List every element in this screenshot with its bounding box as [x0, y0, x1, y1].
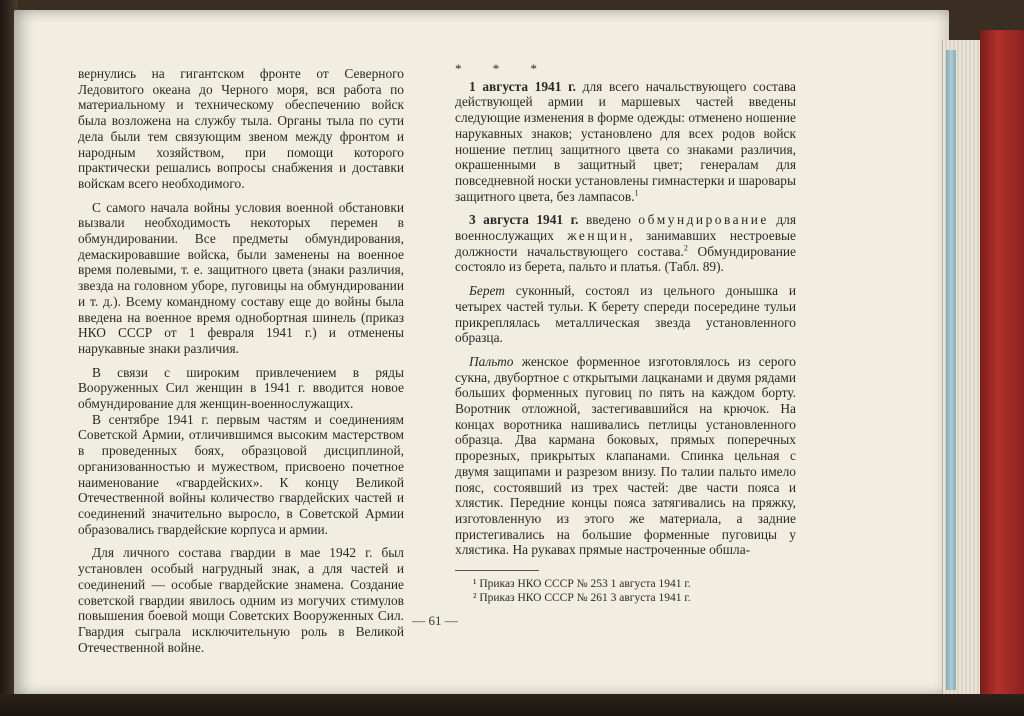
paragraph-beret [455, 283, 796, 346]
spaced-term: женщин [567, 228, 630, 244]
paragraph: С самого начала войны условия военной обстановки вызвали необходимость некоторых перемен в обмундировании. Все предметы обмундирования, демаскировавшие войска, были заменены на военное время полевыми, т. е. защитного цвета (знаки различия, звезда на головном уборе, пуговицы на обмундировании и т. д.). Всему командному составу еще до войны была введена на военное время однобортная шинель (приказ НКО СССР от 1 февраля 1941 г.) и отменены нарукавные знаки различия. [78, 199, 404, 356]
paragraph-text: , занимавших нестроевые должности начальствующего состава. [455, 228, 796, 259]
date-heading: 3 августа 1941 г. [469, 212, 579, 228]
italic-term: Пальто [469, 353, 514, 369]
right-text-column [455, 61, 796, 605]
paragraph-coat [455, 354, 796, 558]
page-edge-tint [946, 50, 956, 690]
date-heading: 1 августа 1941 г. [469, 78, 577, 94]
section-separator: * * * [455, 61, 551, 76]
paragraph-text: суконный, состоял из цельного донышка и четырех частей тульи. К берету спереди посередине тульи прикреплялась металлическая звезда установленного образца. [455, 283, 796, 346]
paragraph: вернулись на гигантском фронте от Северного Ледовитого океана до Черного моря, вся работа по материальному и техническому обеспечению войск была возложена на службу тыла. Органы тыла по сути дела были тем связующим звеном между фронтом и народным хозяйством, при помощи которого практически решались вопросы снабжения и доставки войскам всего необходимого. [78, 66, 404, 191]
book-spine [980, 30, 1024, 700]
paragraph: Для личного состава гвардии в мае 1942 г. был установлен особый нагрудный знак, а для частей и соединений — особые гвардейские знамена. Создание советской гвардии явилось одним из могучих стимулов повышения боевой мощи Советских Вооруженных Сил. Гвардия сыграла исключительную роль в Великой Отечественной войне. [78, 545, 404, 655]
footnote-ref: 2 [683, 243, 688, 253]
footnote: ² Приказ НКО СССР № 261 3 августа 1941 г. [473, 592, 691, 605]
spaced-term: обмундирование [638, 212, 769, 228]
paragraph-text: Обмундирование состояло из берета, пальто и платья. (Табл. 89). [455, 243, 796, 275]
table-surface [0, 694, 1024, 716]
paragraph-aug-3 [455, 212, 796, 275]
footnote-ref: 1 [634, 188, 639, 198]
paragraph-text: введено [578, 212, 639, 228]
left-text-column [78, 66, 404, 655]
paragraph-text: для военнослужащих [455, 212, 796, 244]
italic-term: Берет [469, 283, 505, 299]
paragraph: В сентябре 1941 г. первым частям и соединениям Советской Армии, отличившимся высоким мастерством в проведенных боях, образцовой дисциплиной, организованностью и мужеством, присвоено почетное наименование «гвардейских». К концу Великой Отечественной войны количество гвардейских частей и соединений значительно выросло, в Советской Армии образовались гвардейские корпуса и армии. [78, 411, 404, 537]
page-number: — 61 — [412, 613, 458, 628]
footnote-divider [455, 570, 539, 571]
paragraph-text: для всего начальствующего состава действующей армии и маршевых частей введены следующие изменения в форме одежды: отменено ношение нарукавных знаков; установлено для всех родов войск ношение петлиц защитного цвета со знаками различия, окрашенными в защитный цвет; генералам для повседневной носки установлены гимнастерки и шаровары защитного цвета, без лампасов. [455, 78, 796, 204]
paragraph-aug-1 [455, 79, 796, 205]
paragraph: В связи с широким привлечением в ряды Вооруженных Сил женщин в 1941 г. вводится новое обмундирование для женщин-военнослужащих. [78, 364, 404, 412]
footnote: ¹ Приказ НКО СССР № 253 1 августа 1941 г. [473, 578, 691, 591]
paragraph-text: женское форменное изготовлялось из серого сукна, двубортное с открытыми лацканами и двумя рядами больших форменных пуговиц по пять на каждом борту. Воротник отложной, застегивавшийся на крючок. На концах воротника нашивались петлицы установленного образца. Два кармана боковых, прямых поперечных прорезных, прикрытых клапанами. Спинка цельная с двумя защипами и разрезом внизу. По талии пальто имело пояс, состоявший из трех частей: две части пояса и хлястик. Передние концы пояса затягивались на пряжку, изготовленную из этого же материала, а задние пристегивались на большие форменные пуговицы у хлястика. На рукавах прямые настроченные обшла- [455, 353, 796, 558]
